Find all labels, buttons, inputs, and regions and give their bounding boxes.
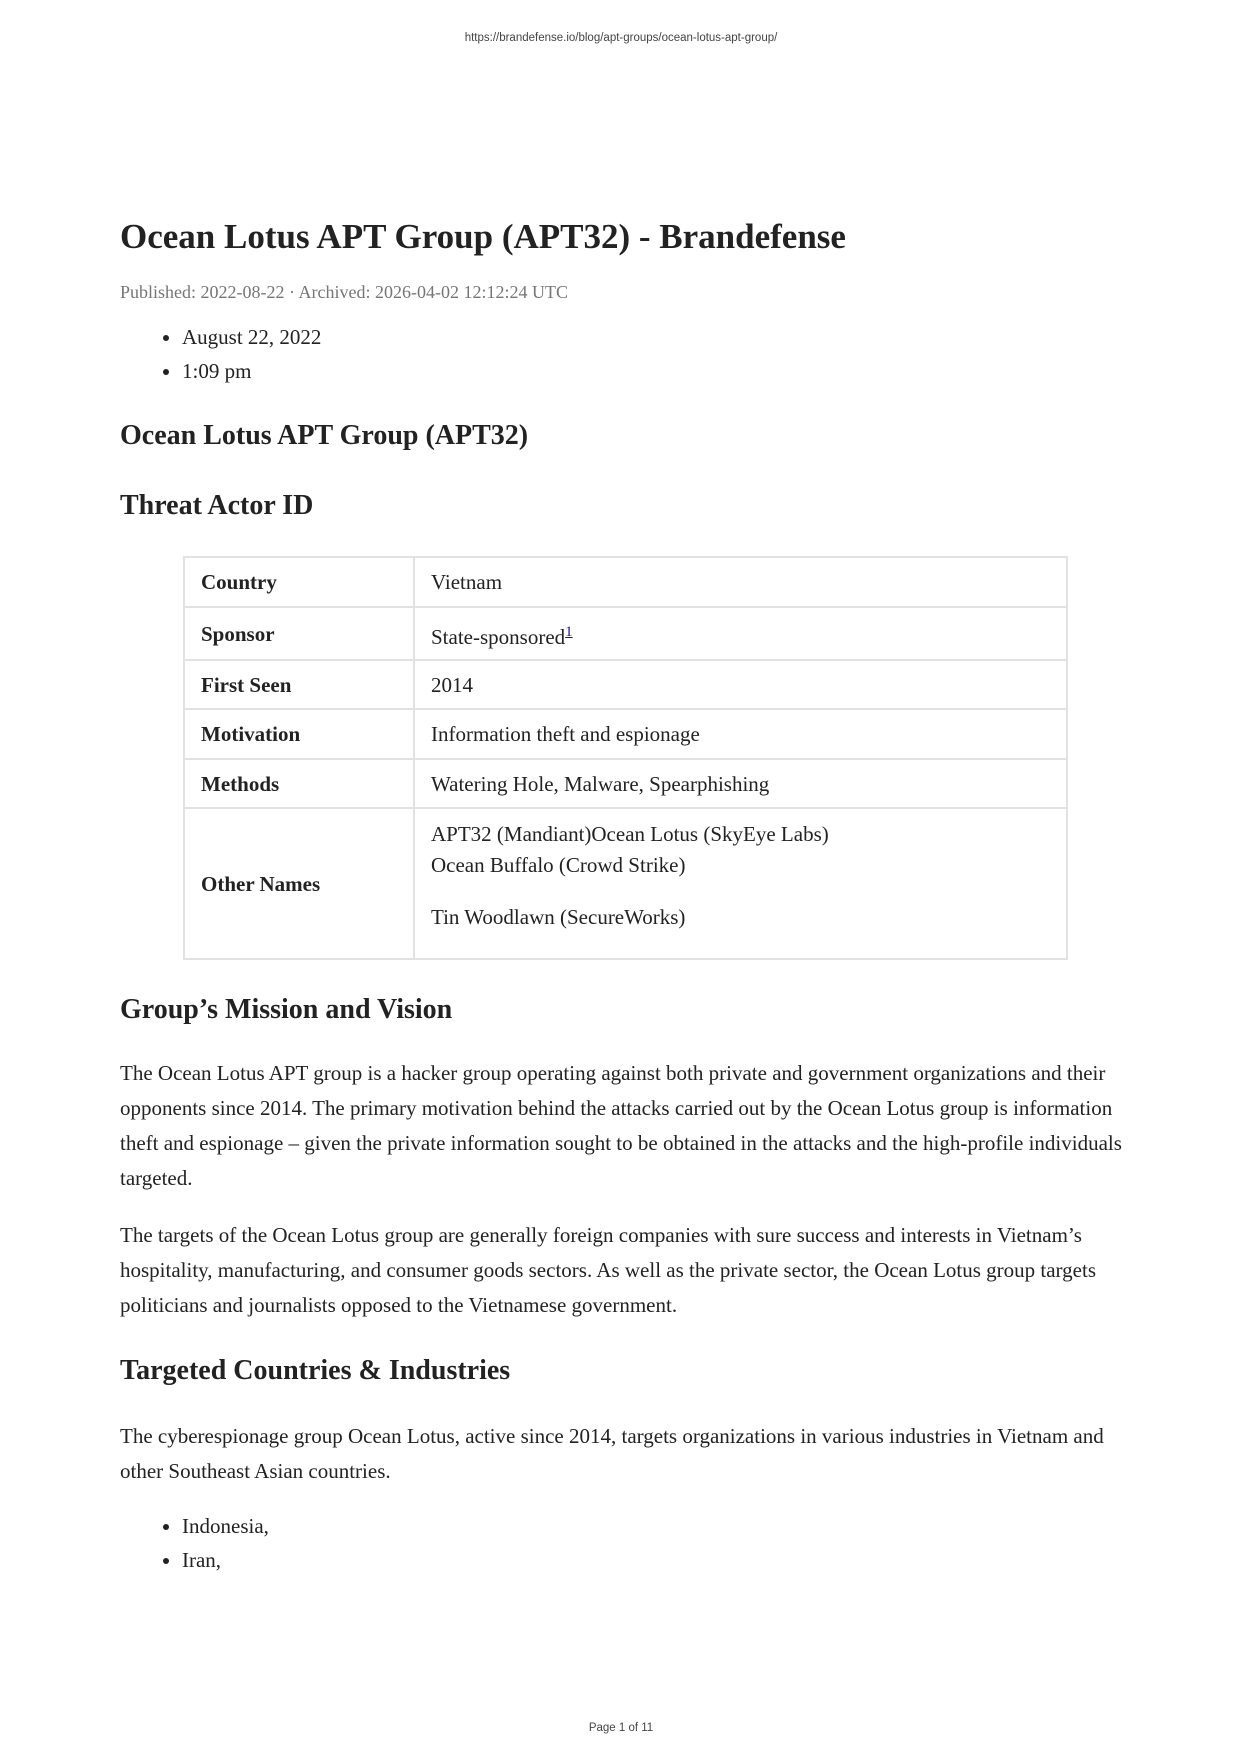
- date-list: [120, 320, 1130, 388]
- table-key: Motivation: [184, 709, 414, 759]
- table-row: [184, 607, 1067, 660]
- table-value: Information theft and espionage: [414, 709, 1067, 759]
- threat-actor-table: [183, 556, 1068, 960]
- targets-heading: Targeted Countries & Industries: [120, 1355, 511, 1386]
- table-row: [184, 557, 1067, 607]
- page-title: Ocean Lotus APT Group (APT32) - Brandefense: [120, 217, 846, 256]
- country-list: [120, 1509, 1130, 1577]
- list-item-time: • 1:09 pm: [182, 354, 1130, 388]
- table-key: Sponsor: [184, 607, 414, 660]
- table-key: Country: [184, 557, 414, 607]
- table-value: 2014: [414, 660, 1067, 709]
- other-name-line: Tin Woodlawn (SecureWorks): [431, 905, 686, 929]
- mission-paragraph: The targets of the Ocean Lotus group are generally foreign companies with sure success and interests in Vietnam’s hospitality, manufacturing, and consumer goods sectors. As well as the private sector, the Ocean Lotus group targets politicians and journalists opposed to the Vietnamese government.: [120, 1223, 1096, 1317]
- list-item: • Indonesia,: [182, 1509, 1130, 1543]
- list-item: • Iran,: [182, 1543, 1130, 1577]
- mission-paragraph: The Ocean Lotus APT group is a hacker group operating against both private and government organizations and their opponents since 2014. The primary motivation behind the attacks carried out by the Ocean Lotus group is information theft and espionage – given the private information sought to be obtained in the attacks and the high-profile individuals targeted.: [120, 1061, 1122, 1190]
- group-heading: Ocean Lotus APT Group (APT32): [120, 420, 529, 451]
- table-row: [184, 759, 1067, 808]
- publish-meta: Published: 2022-08-22 · Archived: 2026-04-02 12:12:24 UTC: [120, 282, 568, 302]
- page-number: Page 1 of 11: [588, 1722, 654, 1734]
- other-name-line: Ocean Buffalo (Crowd Strike): [431, 853, 686, 877]
- sponsor-value: State-sponsored: [431, 625, 566, 649]
- table-value: Vietnam: [414, 557, 1067, 607]
- table-row: [184, 808, 1067, 959]
- table-row: [184, 709, 1067, 759]
- page-url-header: https://brandefense.io/blog/apt-groups/ocean-lotus-apt-group/: [464, 32, 778, 44]
- table-row: [184, 660, 1067, 709]
- list-item-date: • August 22, 2022: [182, 320, 1130, 354]
- other-name-line: APT32 (Mandiant)Ocean Lotus (SkyEye Labs): [431, 822, 829, 846]
- threat-actor-heading: Threat Actor ID: [120, 490, 314, 521]
- table-value: Watering Hole, Malware, Spearphishing: [414, 759, 1067, 808]
- table-key: Other Names: [184, 808, 414, 959]
- table-value: [414, 808, 1067, 959]
- targets-paragraph: The cyberespionage group Ocean Lotus, active since 2014, targets organizations in various industries in Vietnam and other Southeast Asian countries.: [120, 1424, 1104, 1483]
- table-key: First Seen: [184, 660, 414, 709]
- table-value: [414, 607, 1067, 660]
- table-key: Methods: [184, 759, 414, 808]
- footnote-link[interactable]: 1: [565, 624, 573, 640]
- article-content: [120, 210, 1130, 1577]
- mission-heading: Group’s Mission and Vision: [120, 994, 453, 1025]
